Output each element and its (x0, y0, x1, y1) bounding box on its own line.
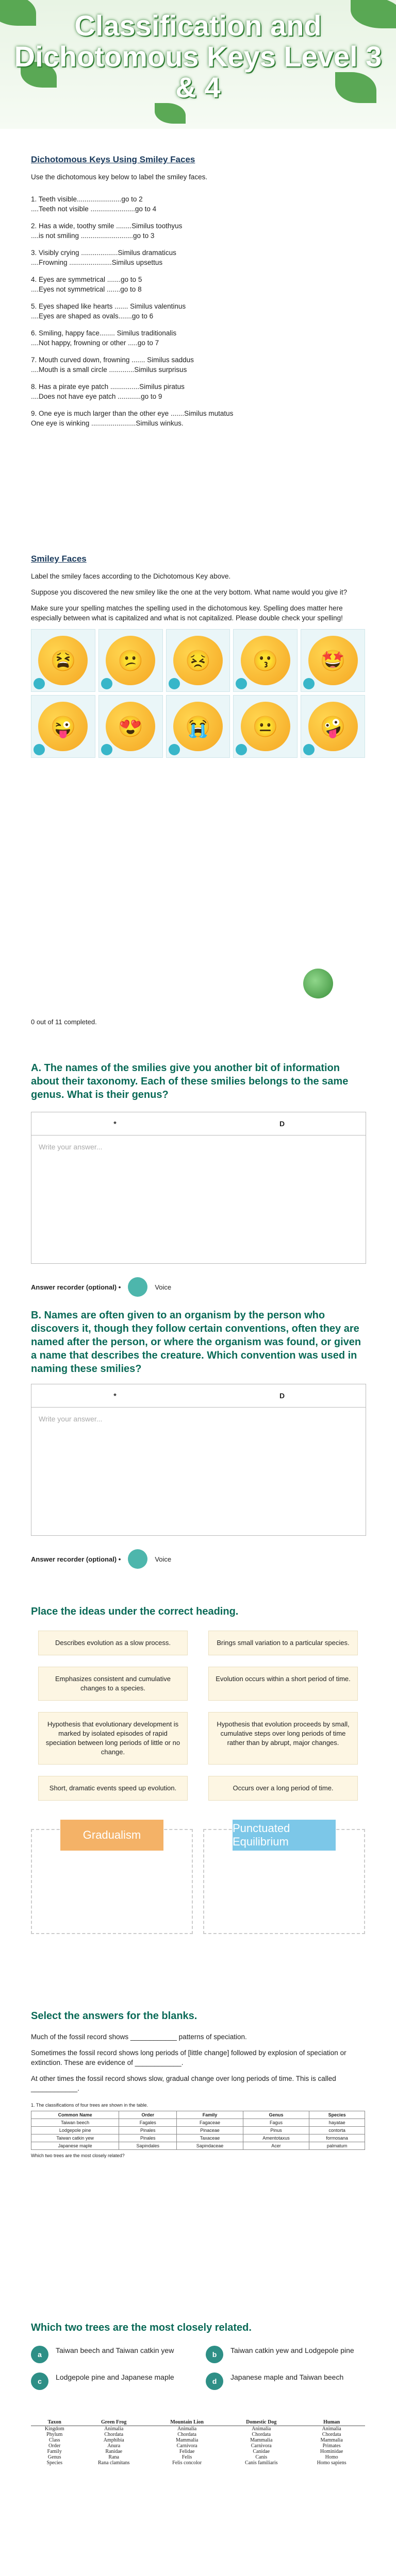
trees-table-row (31, 2142, 365, 2150)
punctuated-label: Punctuated Equilibrium (233, 1820, 336, 1851)
question-a (31, 1061, 365, 1297)
taxonomy-cell: Rana clamitans (98, 2460, 130, 2466)
smiley-heading: Smiley Faces (31, 554, 87, 564)
trees-table-cell: palmatum (309, 2142, 365, 2150)
answer-input-a[interactable]: Write your answer... (39, 1143, 103, 1151)
taxonomy-cell: Chordata (104, 2432, 124, 2437)
key-lines (31, 194, 365, 428)
trees-table-cell: formosana (309, 2134, 365, 2142)
taxonomy-row (31, 2432, 365, 2437)
smiley-section (31, 554, 365, 758)
smiley-drop-cell[interactable] (233, 695, 298, 758)
blank-sentence-1[interactable]: Much of the fossil record shows ____________ patterns of speciation. (31, 2033, 247, 2041)
trees-table (31, 2111, 365, 2150)
taxonomy-cell: Hominidae (320, 2449, 343, 2454)
key-line: One eye is winking .......................Similus winkus. (31, 419, 184, 427)
trees-options (31, 2346, 365, 2390)
gradualism-label: Gradualism (60, 1820, 163, 1851)
trees-table-cell: Pinales (119, 2127, 177, 2134)
answer-option[interactable] (31, 2346, 190, 2363)
taxonomy-cell: Animalia (177, 2426, 197, 2432)
option-letter: c (31, 2372, 48, 2390)
taxonomy-header: Mountain Lion (150, 2419, 224, 2426)
key-line: 5. Eyes shaped like hearts ....... Similus valentinus (31, 302, 186, 310)
taxonomy-cell: Canis (255, 2454, 268, 2460)
option-letter: a (31, 2346, 48, 2363)
smiley-drop-cell[interactable] (301, 695, 365, 758)
trees-table-header: Family (177, 2111, 243, 2119)
taxonomy-cell: Family (47, 2449, 62, 2454)
voice-record-button-a[interactable] (128, 1277, 147, 1297)
taxonomy-cell: Ranidae (105, 2449, 123, 2454)
answer-table-b (31, 1384, 366, 1536)
drop-target-dot[interactable] (101, 678, 112, 689)
taxonomy-cell: Species (46, 2460, 62, 2466)
trees-table-cell: Lodgepole pine (31, 2127, 119, 2134)
taxonomy-cell: Carnivora (176, 2443, 197, 2449)
trees-table-cell: Pinus (243, 2127, 309, 2134)
question-b (31, 1309, 365, 1569)
trees-table-cell: Japanese maple (31, 2142, 119, 2150)
answer-option[interactable] (31, 2372, 190, 2390)
answer-input-b[interactable]: Write your answer... (39, 1415, 103, 1423)
trees-table-row (31, 2134, 365, 2142)
smiley-p3: Make sure your spelling matches the spelling used in the dichotomous key. Spelling does matter here especially between what is capitalized and what is not capitalized. Please double check your spelling! (31, 604, 343, 622)
key-line: ....Not happy, frowning or other .....go to 7 (31, 339, 159, 347)
smiley-drop-cell[interactable] (98, 695, 163, 758)
taxonomy-row (31, 2449, 365, 2454)
trees-caption: 1. The classifications of four trees are shown in the table. (31, 2103, 148, 2108)
taxonomy-cell: Homo sapiens (317, 2460, 346, 2466)
trees-table-cell: Taiwan beech (31, 2119, 119, 2127)
trees-note: Which two trees are the most closely related? (31, 2153, 125, 2158)
col-left-a: * (113, 1120, 117, 1128)
smiley-face-icon: 😣 (173, 636, 223, 685)
smiley-drop-cell[interactable] (31, 695, 95, 758)
smiley-face-icon: 😐 (241, 702, 290, 751)
key-line: 8. Has a pirate eye patch ...............Similus piratus (31, 383, 185, 391)
taxonomy-cell: Order (48, 2443, 61, 2449)
trees-heading: Which two trees are the most closely related. (31, 2322, 252, 2333)
taxonomy-row (31, 2443, 365, 2449)
voice-label-b: Voice (155, 1555, 172, 1563)
taxonomy-cell: Mammalia (320, 2437, 343, 2443)
page-title: Classification and Dichotomous Keys Level 3 & 4 (14, 9, 382, 104)
option-letter: b (206, 2346, 223, 2363)
smiley-p2: Suppose you discovered the new smiley like the one at the very bottom. What name would you give it? (31, 588, 348, 596)
taxonomy-cell: Primates (322, 2443, 341, 2449)
drop-target-dot[interactable] (236, 678, 247, 689)
smiley-face-icon: 🤪 (308, 702, 358, 751)
key-line: 7. Mouth curved down, frowning ....... Similus saddus (31, 356, 194, 364)
completion-count: 0 out of 11 completed. (31, 1018, 97, 1026)
option-text: Japanese maple and Taiwan beech (230, 2373, 344, 2381)
col-left-b: * (113, 1392, 117, 1400)
taxonomy-cell: Amphibia (103, 2437, 124, 2443)
trees-table-header: Genus (243, 2111, 309, 2119)
blanks-section (31, 2009, 365, 2158)
taxonomy-cell: Carnivora (251, 2443, 272, 2449)
answer-option[interactable] (206, 2372, 365, 2390)
completed-label (31, 1018, 365, 1027)
smiley-drop-cell[interactable] (233, 629, 298, 692)
blank-sentence-3[interactable]: At other times the fossil record shows slow, gradual change over long periods of time. This is called ____________. (31, 2075, 336, 2092)
taxonomy-row (31, 2426, 365, 2432)
taxonomy-cell: Genus (47, 2454, 61, 2460)
trees-table-cell: Pinaceae (177, 2127, 243, 2134)
taxonomy-cell: Mammalia (250, 2437, 273, 2443)
answer-table-a (31, 1112, 366, 1264)
trees-table-cell: Amentotaxus (243, 2134, 309, 2142)
idea-card[interactable]: Describes evolution as a slow process. (38, 1631, 188, 1655)
trees-question (31, 2321, 365, 2466)
drop-target-dot[interactable] (101, 744, 112, 755)
trees-table-cell: Taxaceae (177, 2134, 243, 2142)
header-banner (0, 0, 396, 129)
taxonomy-cell: Animalia (252, 2426, 271, 2432)
question-a-heading: A. The names of the smilies give you another bit of information about their taxonomy. Each of these smilies belongs to the same genus. What is their genus? (31, 1062, 349, 1100)
smiley-p1: Label the smiley faces according to the Dichotomous Key above. (31, 572, 231, 580)
taxonomy-table (31, 2419, 365, 2466)
idea-card[interactable]: Evolution occurs within a short period of time. (208, 1667, 358, 1701)
idea-card[interactable]: Occurs over a long period of time. (208, 1776, 358, 1801)
taxonomy-cell: Mammalia (175, 2437, 199, 2443)
drop-target-dot[interactable] (303, 678, 315, 689)
key-intro: Use the dichotomous key below to label the smiley faces. (31, 173, 208, 181)
taxonomy-cell: Phylum (46, 2432, 63, 2437)
question-b-heading: B. Names are often given to an organism by the person who discovers it, though they follow certain conventions, often they are named after the person, or where the organism was found, or given a name that describes the creature. Which convention was used in naming these smilies? (31, 1310, 361, 1375)
col-right-b: D (279, 1392, 285, 1400)
drop-target-dot[interactable] (303, 744, 315, 755)
gradualism-bucket[interactable] (31, 1829, 193, 1934)
option-text: Taiwan catkin yew and Lodgepole pine (230, 2346, 354, 2354)
taxonomy-cell: Animalia (322, 2426, 341, 2432)
recorder-label-a: Answer recorder (optional) • (31, 1283, 121, 1291)
taxonomy-cell: Anura (107, 2443, 121, 2449)
idea-cards (31, 1631, 365, 1801)
taxonomy-cell: Chordata (177, 2432, 196, 2437)
key-line: ....Frowning ......................Similus upsettus (31, 259, 163, 266)
key-line: 4. Eyes are symmetrical .......go to 5 (31, 276, 142, 283)
smiley-drop-cell[interactable] (166, 629, 230, 692)
col-right-a: D (279, 1120, 285, 1128)
option-letter: d (206, 2372, 223, 2390)
sort-heading: Place the ideas under the correct heading. (31, 1606, 239, 1617)
taxonomy-cell: Homo (325, 2454, 338, 2460)
trees-table-cell: Fagaceae (177, 2119, 243, 2127)
taxonomy-cell: Canidae (253, 2449, 270, 2454)
trees-table-cell: Acer (243, 2142, 309, 2150)
smiley-face-icon: 😍 (106, 702, 155, 751)
punctuated-bucket[interactable] (203, 1822, 365, 1934)
taxonomy-row (31, 2460, 365, 2466)
voice-label-a: Voice (155, 1283, 172, 1291)
idea-card[interactable]: Short, dramatic events speed up evolution. (38, 1776, 188, 1801)
key-line: ....Mouth is a small circle .............Similus surprisus (31, 366, 187, 374)
taxonomy-row (31, 2454, 365, 2460)
smiley-drop-cell[interactable] (98, 629, 163, 692)
key-line: ....Eyes not symmetrical .......go to 8 (31, 285, 142, 293)
taxonomy-cell: Class (48, 2437, 60, 2443)
taxonomy-row (31, 2437, 365, 2443)
key-heading: Dichotomous Keys Using Smiley Faces (31, 155, 195, 164)
trees-table-header: Order (119, 2111, 177, 2119)
taxonomy-cell: Felis concolor (172, 2460, 202, 2466)
taxonomy-header: Green Frog (78, 2419, 150, 2426)
key-line: 1. Teeth visible.......................go to 2 (31, 195, 143, 203)
trees-table-cell: contorta (309, 2127, 365, 2134)
drop-target-dot[interactable] (169, 744, 180, 755)
drop-target-dot[interactable] (236, 744, 247, 755)
alien-smiley (303, 969, 333, 998)
answer-option[interactable] (206, 2346, 365, 2363)
taxonomy-cell: Felidae (179, 2449, 195, 2454)
buckets (31, 1822, 365, 1934)
smiley-drop-cell[interactable] (301, 629, 365, 692)
smiley-grid (31, 629, 365, 758)
idea-card[interactable]: Hypothesis that evolutionary development is marked by isolated episodes of rapid speciation between long periods of little or no change. (38, 1712, 188, 1765)
smiley-drop-cell[interactable] (31, 629, 95, 692)
trees-table-header: Common Name (31, 2111, 119, 2119)
trees-table-row (31, 2119, 365, 2127)
taxonomy-cell: Rana (108, 2454, 119, 2460)
trees-table-cell: Sapindaceae (177, 2142, 243, 2150)
smiley-face-icon: 😭 (173, 702, 223, 751)
key-line: 3. Visibly crying ...................Similus dramaticus (31, 249, 176, 257)
key-section (31, 155, 365, 435)
trees-table-cell: Fagales (119, 2119, 177, 2127)
blank-sentence-2[interactable]: Sometimes the fossil record shows long periods of [little change] followed by explosion of speciation or extinction. These are evidence of ____________. (31, 2049, 346, 2066)
drop-target-dot[interactable] (169, 678, 180, 689)
smiley-face-icon: 😜 (38, 702, 88, 751)
recorder-label-b: Answer recorder (optional) • (31, 1555, 121, 1563)
trees-table-cell: hayatae (309, 2119, 365, 2127)
taxonomy-header: Human (298, 2419, 365, 2426)
trees-table-cell: Taiwan catkin yew (31, 2134, 119, 2142)
taxonomy-cell: Chordata (252, 2432, 271, 2437)
idea-card[interactable]: Emphasizes consistent and cumulative changes to a species. (38, 1667, 188, 1701)
key-line: ....Eyes are shaped as ovals.......go to 6 (31, 312, 154, 320)
key-line: ....is not smiling ...........................go to 3 (31, 232, 155, 240)
voice-record-button-b[interactable] (128, 1549, 147, 1569)
drop-target-dot[interactable] (34, 744, 45, 755)
smiley-face-icon: 😫 (38, 636, 88, 685)
taxonomy-cell: Chordata (322, 2432, 341, 2437)
smiley-face-icon: 😕 (106, 636, 155, 685)
drop-target-dot[interactable] (34, 678, 45, 689)
smiley-face-icon: 🤩 (308, 636, 358, 685)
key-line: 6. Smiling, happy face........ Similus traditionalis (31, 329, 177, 337)
key-line: 9. One eye is much larger than the other eye .......Similus mutatus (31, 410, 234, 417)
key-line: ....Does not have eye patch ............go to 9 (31, 393, 162, 400)
smiley-drop-cell[interactable] (166, 695, 230, 758)
taxonomy-header: Domestic Dog (224, 2419, 298, 2426)
trees-table-cell: Pinales (119, 2134, 177, 2142)
sort-section (31, 1605, 365, 1934)
taxonomy-header: Taxon (31, 2419, 78, 2426)
option-text: Taiwan beech and Taiwan catkin yew (56, 2346, 174, 2354)
trees-table-cell: Sapindales (119, 2142, 177, 2150)
key-line: 2. Has a wide, toothy smile ........Similus toothyus (31, 222, 183, 230)
trees-table-row (31, 2127, 365, 2134)
taxonomy-cell: Kingdom (44, 2426, 64, 2432)
smiley-face-icon: 😗 (241, 636, 290, 685)
taxonomy-cell: Animalia (104, 2426, 124, 2432)
trees-table-cell: Fagus (243, 2119, 309, 2127)
idea-card[interactable]: Hypothesis that evolution proceeds by small, cumulative steps over long periods of time rather than by abrupt, major changes. (208, 1712, 358, 1765)
trees-table-header: Species (309, 2111, 365, 2119)
blanks-heading: Select the answers for the blanks. (31, 2010, 197, 2022)
taxonomy-cell: Canis familiaris (244, 2460, 278, 2466)
taxonomy-cell: Felis (182, 2454, 192, 2460)
idea-card[interactable]: Brings small variation to a particular species. (208, 1631, 358, 1655)
key-line: ....Teeth not visible .......................go to 4 (31, 205, 157, 213)
option-text: Lodgepole pine and Japanese maple (56, 2373, 174, 2381)
